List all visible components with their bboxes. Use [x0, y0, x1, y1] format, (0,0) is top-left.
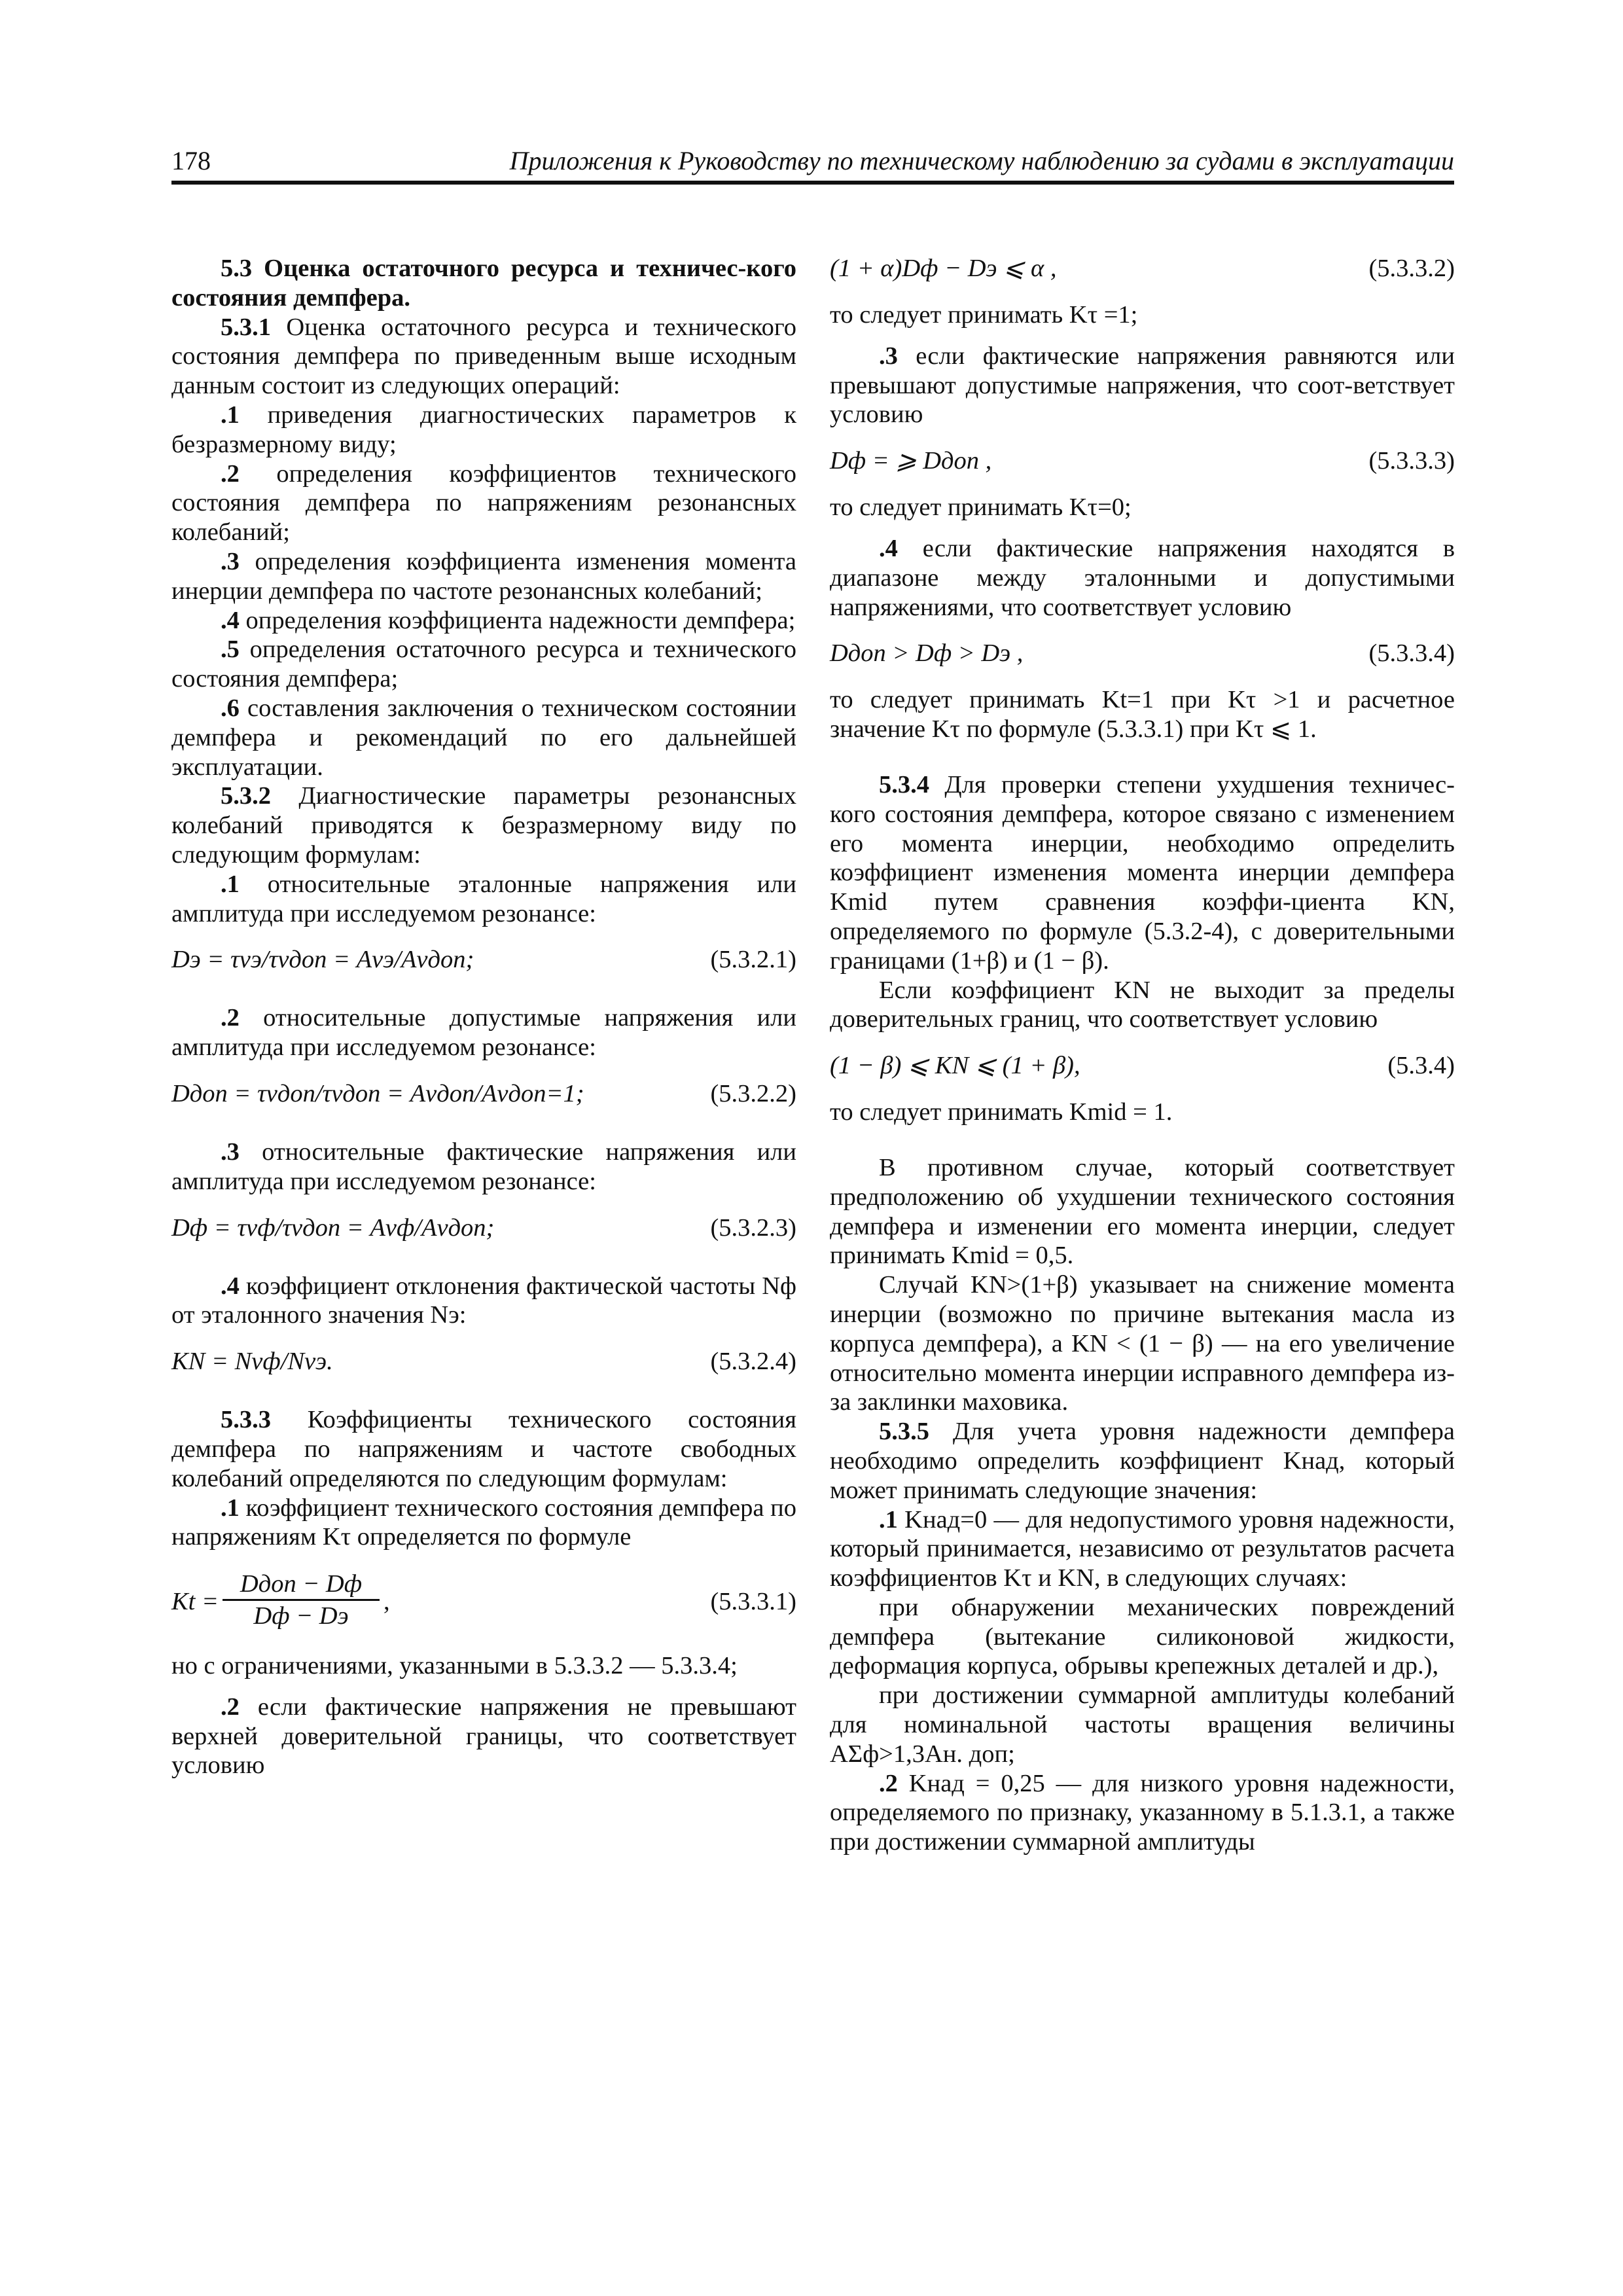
paragraph: Случай KN>(1+β) указывает на снижение момента инерции (возможно по причине вытекания масла из корпуса демпфера), а KN < (1 − β) — на его увеличение относительно момента инерции исправного демпфера из-за заклинки маховика.	[830, 1271, 1455, 1416]
formula-text: Dдоп = τνдоп/τνдоп = Aνдоп/Aνдоп=1;	[171, 1079, 584, 1107]
formula-5-3-2-4	[171, 1347, 796, 1376]
equation-number: (5.3.2.4)	[710, 1348, 796, 1376]
list-item: .6 составления заключения о техническом состоянии демпфера и рекомендаций по его дальнейшей эксплуатации.	[171, 694, 796, 781]
list-item: .4 коэффициент отклонения фактической частоты Nф от эталонного значения Nэ:	[171, 1272, 796, 1329]
fraction-denominator: Dф − Dэ	[253, 1602, 349, 1630]
paragraph-5-3-4: 5.3.4 Для проверки степени ухудшения техничес-кого состояния демпфера, которое связано с изменением его момента инерции, необходимо определить коэффициент изменения момента инерции демпфера Kmid путем сравнения коэффи-циента KN, определяемого по формуле (5.3.2-4), с доверительными границами (1+β) и (1 − β).	[830, 770, 1455, 975]
formula-text: (1 + α)Dф − Dэ ⩽ α ,	[830, 255, 1057, 282]
formula-5-3-2-3	[171, 1213, 796, 1243]
paragraph: при достижении суммарной амплитуды колебаний для номинальной частоты вращения величины AΣф>1,3Aн. доп;	[830, 1681, 1455, 1768]
fraction-numerator: Dдоп − Dф	[223, 1569, 380, 1601]
equation-number: (5.3.3.1)	[710, 1588, 796, 1616]
equation-number: (5.3.4)	[1387, 1052, 1455, 1080]
paragraph-5-3-5: 5.3.5 Для учета уровня надежности демпфера необходимо определить коэффициент Kнад, который может принимать следующие значения:	[830, 1418, 1455, 1504]
paragraph: но с ограничениями, указанными в 5.3.3.2 — 5.3.3.4;	[171, 1652, 738, 1680]
equation-number: (5.3.3.3)	[1368, 447, 1455, 475]
paragraph-5-3-2: 5.3.2 Диагностические параметры резонансных колебаний приводятся к безразмерному виду по следующим формулам:	[171, 782, 796, 869]
paragraph: то следует принимать Kt=1 при Kτ >1 и расчетное значение Kτ по формуле (5.3.3.1) при Kτ ⩽ 1.	[830, 686, 1455, 744]
list-item: .4 если фактические напряжения находятся в диапазоне между эталонными и допустимыми напряжениями, что соответствует условию	[830, 534, 1455, 621]
formula-5-3-3-2	[830, 254, 1455, 283]
list-item: .1 относительные эталонные напряжения или амплитуда при исследуемом резонансе:	[171, 870, 796, 927]
formula-5-3-4	[830, 1051, 1455, 1081]
formula-text: KN = Nνф/Nνэ.	[171, 1348, 333, 1376]
formula-5-3-3-1	[171, 1569, 796, 1634]
right-column	[830, 254, 1455, 1857]
formula-text: Dф = ⩾ Dдоп ,	[830, 447, 992, 475]
paragraph-5-3-3: 5.3.3 Коэффициенты технического состояния демпфера по напряжениям и частоте свободных колебаний определяются по следующим формулам:	[171, 1406, 796, 1492]
formula-lhs: Kt =	[171, 1588, 219, 1616]
formula-text: Dдоп > Dф > Dэ ,	[830, 639, 1024, 668]
fraction	[223, 1569, 380, 1631]
list-item: .1 коэффициент технического состояния демпфера по напряжениям Kτ определяется по формуле	[171, 1494, 796, 1551]
list-item: .2 Kнад = 0,25 — для низкого уровня надежности, определяемого по признаку, указанному в 5.1.3.1, а также при достижении суммарной амплитуды	[830, 1769, 1455, 1856]
formula-5-3-3-4	[830, 639, 1455, 668]
list-item: .3 определения коэффициента изменения момента инерции демпфера по частоте резонансных колебаний;	[171, 547, 796, 605]
paragraph: Если коэффициент KN не выходит за пределы доверительных границ, что соответствует условию	[830, 976, 1455, 1033]
running-title: Приложения к Руководству по техническому наблюдению за судами в эксплуатации	[509, 146, 1454, 175]
paragraph: В противном случае, который соответствует предположению об ухудшении технического состояния демпфера и изменении его момента инерции, следует принимать Kmid = 0,5.	[830, 1153, 1455, 1270]
list-item: .2 определения коэффициентов технического состояния демпфера по напряжениям резонансных колебаний;	[171, 459, 796, 547]
list-item: .3 относительные фактические напряжения или амплитуда при исследуемом резонансе:	[171, 1138, 796, 1195]
page-header	[171, 145, 1454, 185]
paragraph: то следует принимать Kτ =1;	[830, 301, 1138, 329]
paragraph: то следует принимать Kmid = 1.	[830, 1098, 1173, 1126]
paragraph: при обнаружении механических повреждений демпфера (вытекание силиконовой жидкости, деформация корпуса, обрывы крепежных деталей и др.),	[830, 1593, 1455, 1680]
page-number: 178	[171, 146, 211, 175]
list-item: .2 если фактические напряжения не превышают верхней доверительной границы, что соответствует условию	[171, 1693, 796, 1780]
paragraph: то следует принимать Kτ=0;	[830, 493, 1132, 522]
section-heading: 5.3 Оценка остаточного ресурса и техничес-кого состояния демпфера.	[171, 255, 796, 312]
formula-5-3-2-2	[171, 1079, 796, 1109]
formula-5-3-3-3	[830, 446, 1455, 476]
list-item: .2 относительные допустимые напряжения или амплитуда при исследуемом резонансе:	[171, 1004, 796, 1062]
formula-text: (1 − β) ⩽ KN ⩽ (1 + β),	[830, 1052, 1080, 1080]
formula-text: Dэ = τνэ/τνдоп = Aνэ/Aνдоп;	[171, 946, 474, 974]
formula-text: Dф = τνф/τνдоп = Aνф/Aνдоп;	[171, 1213, 495, 1242]
formula-5-3-2-1	[171, 945, 796, 975]
list-item: .4 определения коэффициента надежности демпфера;	[221, 606, 796, 634]
list-item: .1 приведения диагностических параметров к безразмерному виду;	[171, 401, 796, 458]
equation-number: (5.3.2.2)	[710, 1079, 796, 1107]
list-item: .5 определения остаточного ресурса и технического состояния демпфера;	[171, 636, 796, 693]
equation-number: (5.3.3.4)	[1368, 639, 1455, 668]
equation-number: (5.3.3.2)	[1368, 255, 1455, 282]
list-item: .3 если фактические напряжения равняются или превышают допустимые напряжения, что соот-ветствует условию	[830, 342, 1455, 429]
formula-tail: ,	[383, 1588, 390, 1616]
left-column	[171, 254, 796, 1780]
equation-number: (5.3.2.3)	[710, 1213, 796, 1242]
paragraph-5-3-1: 5.3.1 Оценка остаточного ресурса и технического состояния демпфера по приведенным выше исходным данным состоит из следующих операций:	[171, 313, 796, 400]
equation-number: (5.3.2.1)	[710, 946, 796, 974]
list-item: .1 Kнад=0 — для недопустимого уровня надежности, который принимается, независимо от результатов расчета коэффициентов Kτ и KN, в следующих случаях:	[830, 1505, 1455, 1592]
